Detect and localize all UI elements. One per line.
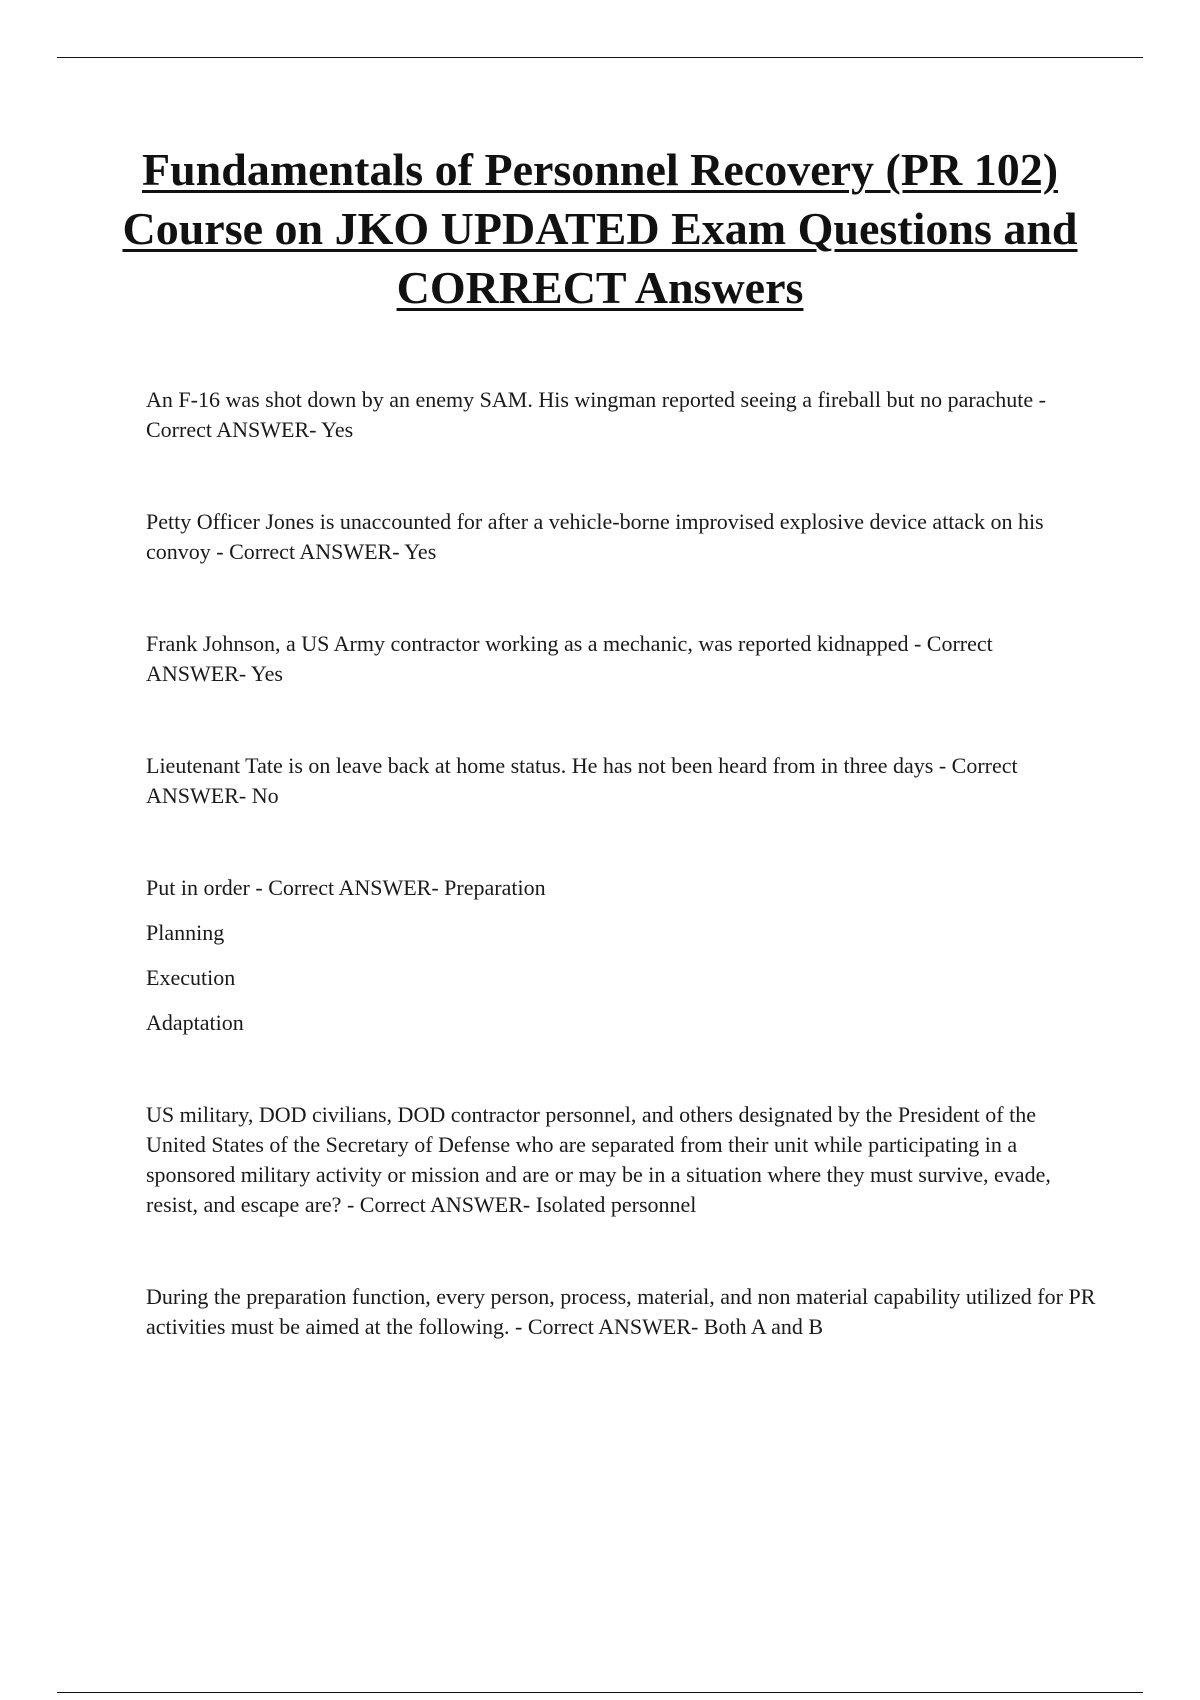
qa-item [146,1282,1096,1342]
qa-text: An F-16 was shot down by an enemy SAM. His wingman reported seeing a fireball but no parachute - Correct ANSWER- Yes [146,387,1046,442]
qa-item [146,751,1096,811]
qa-text: During the preparation function, every person, process, material, and non material capability utilized for PR activities must be aimed at the following. - Correct ANSWER- Both A and B [146,1284,1096,1339]
qa-item [146,873,1096,1038]
qa-text: US military, DOD civilians, DOD contractor personnel, and others designated by the President of the United States of the Secretary of Defense who are separated from their unit while participating in a sponsored military activity or mission and are or may be in a situation where they must survive, evade, resist, and escape are? - Correct ANSWER- Isolated personnel [146,1102,1051,1217]
order-step: Execution [146,965,236,990]
top-rule [57,57,1143,58]
qa-text: Petty Officer Jones is unaccounted for after a vehicle-borne improvised explosive device attack on his convoy - Correct ANSWER- Yes [146,509,1044,564]
bottom-rule [57,1692,1143,1693]
qa-item [146,629,1096,689]
qa-list [146,385,1096,1342]
order-step: Planning [146,920,225,945]
document-title: Fundamentals of Personnel Recovery (PR 102) Course on JKO UPDATED Exam Questions and CORRECT Answers [122,144,1078,313]
qa-text: Lieutenant Tate is on leave back at home status. He has not been heard from in three days - Correct ANSWER- No [146,753,1018,808]
qa-text: Put in order - Correct ANSWER- Preparation [146,875,546,900]
qa-text: Frank Johnson, a US Army contractor working as a mechanic, was reported kidnapped - Correct ANSWER- Yes [146,631,993,686]
qa-item [146,385,1096,445]
qa-item [146,1100,1096,1220]
qa-item [146,507,1096,567]
order-step: Adaptation [146,1010,244,1035]
